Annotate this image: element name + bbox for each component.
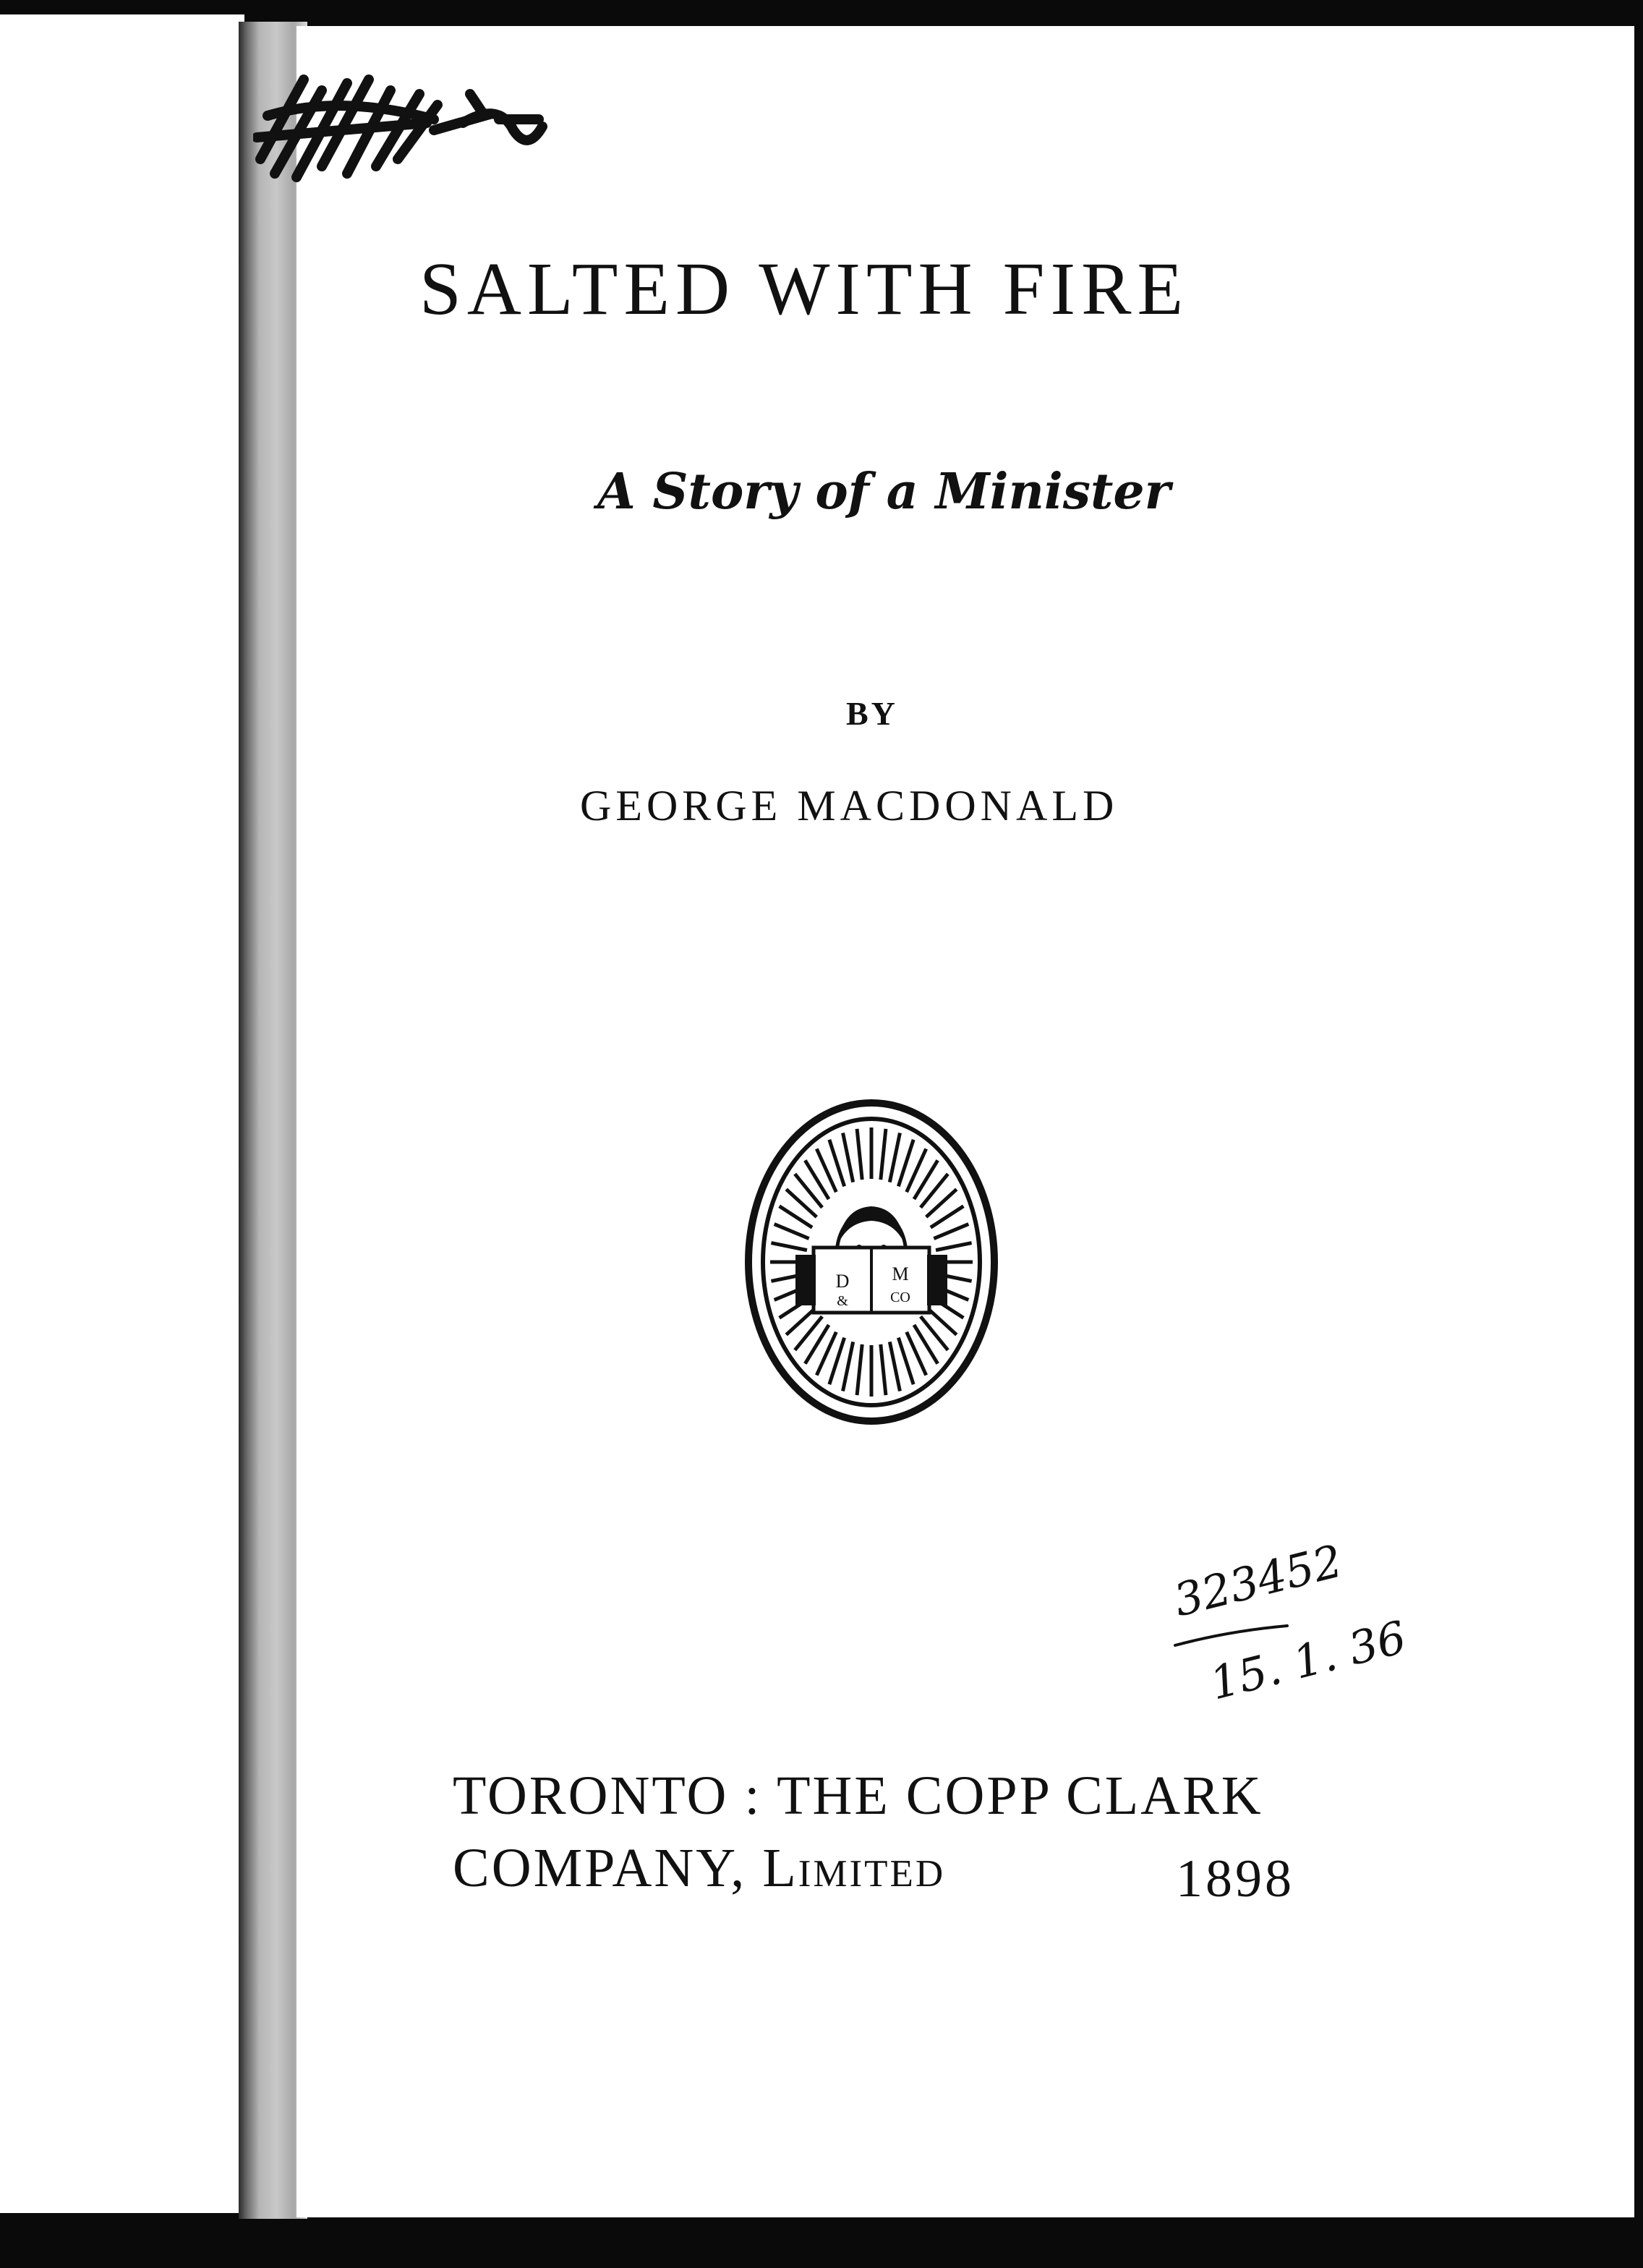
svg-text:323452: 323452 [1168, 1534, 1348, 1627]
author-name: GEORGE MACDONALD [580, 782, 1119, 830]
imprint-line-2 [453, 1837, 945, 1900]
publisher-device-icon [745, 1099, 998, 1425]
scan-right-border [1636, 0, 1643, 2268]
book-subtitle: A Story of a Minister [597, 463, 1171, 521]
scan-top-border [0, 0, 1643, 16]
svg-text:15. 1. 36: 15. 1. 36 [1204, 1610, 1412, 1710]
left-leaf-edge [0, 14, 244, 2213]
imprint-limited: Limited [762, 1838, 946, 1898]
by-line: BY [846, 695, 898, 732]
publication-year: 1898 [1176, 1849, 1294, 1909]
svg-text:&: & [837, 1293, 848, 1309]
scribble-mark-icon [253, 51, 579, 188]
svg-text:CO: CO [890, 1289, 910, 1305]
book-title: SALTED WITH FIRE [419, 247, 1189, 331]
handwritten-shelf-note [1164, 1483, 1454, 1714]
imprint-company: COMPANY, [453, 1838, 763, 1898]
svg-text:D: D [835, 1271, 850, 1292]
scan-bottom-border [0, 2219, 1643, 2268]
imprint-line-1: TORONTO : THE COPP CLARK [453, 1765, 1263, 1826]
svg-text:M: M [892, 1263, 909, 1284]
